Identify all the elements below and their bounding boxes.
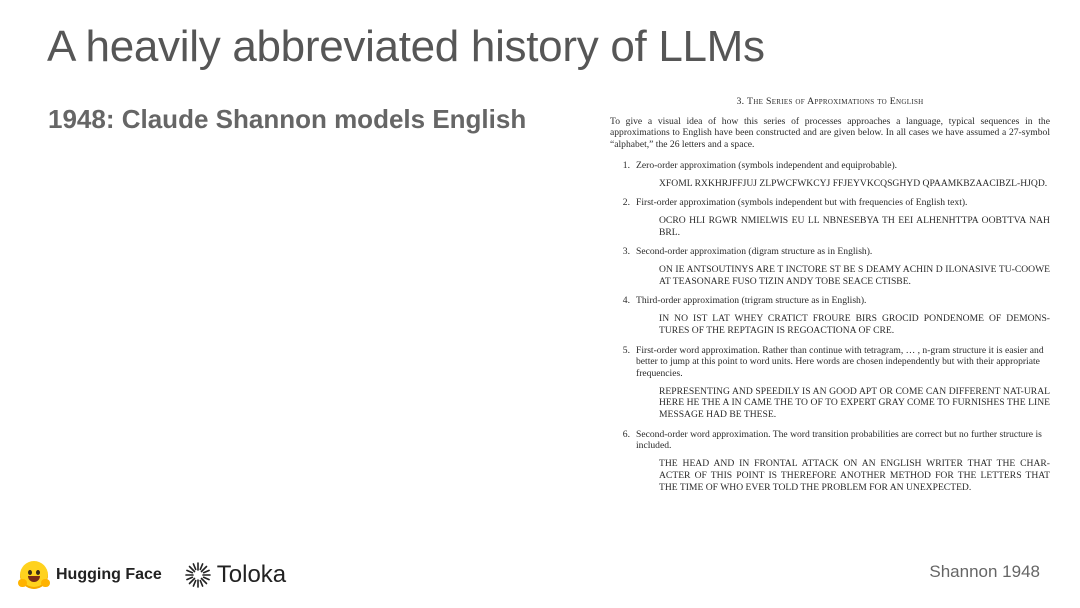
approximation-item: [610, 295, 1050, 336]
footer-logos: [20, 558, 286, 592]
paper-section-heading: 3. The Series of Approximations to English: [736, 96, 924, 107]
item-number: 3.: [622, 246, 630, 258]
item-description: Third-order approximation (trigram structure as in English).: [636, 295, 867, 307]
hugging-face-logo-text: Hugging Face: [56, 566, 162, 583]
item-number: 6.: [622, 428, 630, 440]
paper-intro: To give a visual idea of how this series of processes approaches a language, typical sequences in the approximations to English have been constructed and are given below. In all cases we have assumed a 27-symbol “alphabet,” the 26 letters and a space.: [610, 115, 1050, 151]
paper-excerpt: [610, 96, 1050, 501]
slide-title: A heavily abbreviated history of LLMs: [47, 22, 765, 71]
item-description: Zero-order approximation (symbols independent and equiprobable).: [636, 159, 898, 171]
item-sample-text: THE HEAD AND IN FRONTAL ATTACK ON AN ENGLISH WRITER THAT THE CHAR-ACTER OF THIS POINT IS THEREFORE ANOTHER METHOD FOR THE LETTERS THAT THE TIME OF WHO EVER TOLD THE PROBLEM FOR AN UNEXPECTED.: [659, 458, 1050, 493]
item-sample-text: ON IE ANTSOUTINYS ARE T INCTORE ST BE S DEAMY ACHIN D ILONASIVE TU-COOWE AT TEASONARE FUSO TIZIN ANDY TOBE SEACE CTISBE.: [659, 264, 1050, 287]
slide-subtitle: 1948: Claude Shannon models English: [48, 104, 527, 134]
item-sample-text: XFOML RXKHRJFFJUJ ZLPWCFWKCYJ FFJEYVKCQSGHYD QPAAMKBZAACIBZL-HJQD.: [659, 177, 1048, 189]
toloka-logo-text: Toloka: [216, 561, 287, 588]
item-number: 2.: [622, 197, 630, 209]
item-sample-text: REPRESENTING AND SPEEDILY IS AN GOOD APT OR COME CAN DIFFERENT NAT-URAL HERE HE THE A IN CAME THE TO OF TO EXPERT GRAY COME TO FURNISHES THE LINE MESSAGE HAD BE THESE.: [659, 385, 1050, 421]
source-caption: Shannon 1948: [929, 562, 1040, 581]
item-number: 1.: [622, 159, 630, 171]
item-number: 4.: [622, 295, 630, 307]
item-sample-text: IN NO IST LAT WHEY CRATICT FROURE BIRS GROCID PONDENOME OF DEMONS-TURES OF THE REPTAGIN IS REGOACTIONA OF CRE.: [659, 313, 1050, 336]
approximation-item: [610, 197, 1050, 238]
item-sample-text: OCRO HLI RGWR NMIELWIS EU LL NBNESEBYA TH EEI ALHENHTTPA OOBTTVA NAH BRL.: [659, 214, 1050, 238]
approximation-item: [610, 160, 1050, 189]
approximation-item: [610, 345, 1050, 421]
item-description: First-order word approximation. Rather than continue with tetragram, … , n-gram structure it is easier and better to jump at this point to word units. Here words are chosen independently but with their appropriate frequencies.: [636, 344, 1044, 379]
approximation-item: [610, 246, 1050, 287]
approximation-item: [610, 429, 1050, 494]
item-description: First-order approximation (symbols independent but with frequencies of English text).: [636, 197, 968, 209]
hugging-face-emoji-icon: [20, 561, 48, 589]
item-description: Second-order word approximation. The word transition probabilities are correct but no further structure is included.: [636, 428, 1042, 452]
item-number: 5.: [622, 344, 630, 356]
toloka-starburst-icon: [184, 561, 212, 589]
item-description: Second-order approximation (digram structure as in English).: [636, 246, 873, 258]
